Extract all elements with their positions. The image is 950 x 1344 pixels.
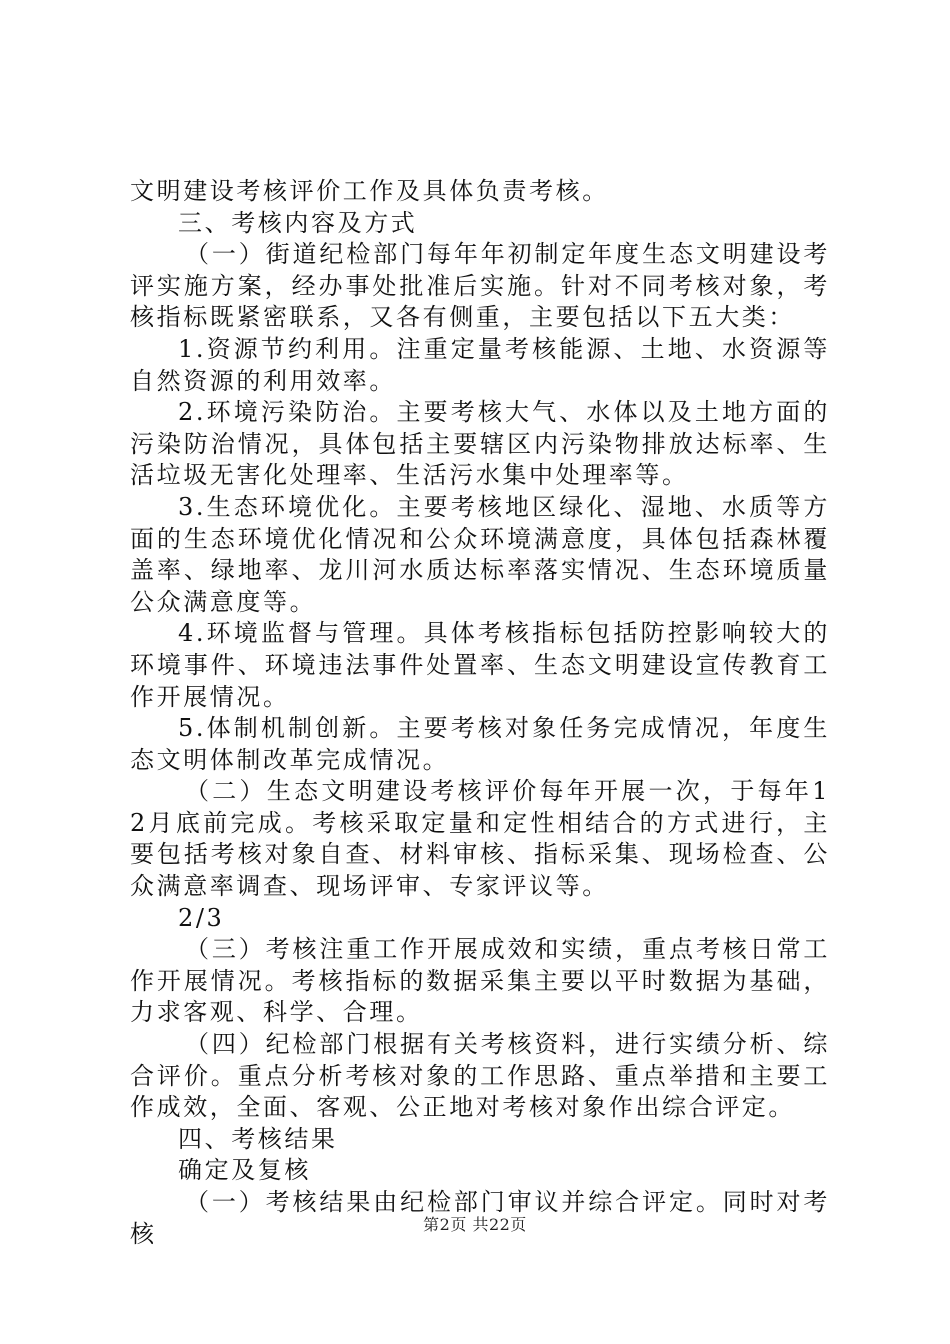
list-item-5: 5.体制机制创新。主要考核对象任务完成情况，年度生态文明体制改革完成情况。 xyxy=(130,714,830,774)
section-heading-4: 四、考核结果 xyxy=(178,1124,338,1153)
page-footer: 第2页 共22页 xyxy=(423,1215,527,1234)
paragraph-3-3: （三）考核注重工作开展成效和实绩，重点考核日常工作开展情况。考核指标的数据采集主要以平时数据为基础，力求客观、科学、合理。 xyxy=(130,935,830,1027)
paragraph-3-4: （四）纪检部门根据有关考核资料，进行实绩分析、综合评价。重点分析考核对象的工作思路、重点举措和主要工作成效，全面、客观、公正地对考核对象作出综合评定。 xyxy=(130,1030,830,1122)
section-heading-3: 三、考核内容及方式 xyxy=(178,208,418,237)
section-subheading: 确定及复核 xyxy=(178,1156,311,1185)
list-item-4: 4.环境监督与管理。具体考核指标包括防控影响较大的环境事件、环境违法事件处置率、生态文明建设宣传教育工作开展情况。 xyxy=(130,619,830,711)
list-item-1: 1.资源节约利用。注重定量考核能源、土地、水资源等自然资源的利用效率。 xyxy=(130,334,830,395)
list-item-2: 2.环境污染防治。主要考核大气、水体以及土地方面的污染防治情况，具体包括主要辖区内污染物排放达标率、生活垃圾无害化处理率、生活污水集中处理率等。 xyxy=(130,398,830,490)
paragraph-1: 文明建设考核评价工作及具体负责考核。 xyxy=(130,177,609,205)
list-item-3: 3.生态环境优化。主要考核地区绿化、湿地、水质等方面的生态环境优化情况和公众环境满意度，具体包括森林覆盖率、绿地率、龙川河水质达标率落实情况、生态环境质量公众满意度等。 xyxy=(130,492,830,616)
paragraph-4-1: （一）考核结果由纪检部门审议并综合评定。同时对考核 xyxy=(130,1188,830,1248)
document-body xyxy=(130,176,830,1250)
paragraph-3-1: （一）街道纪检部门每年年初制定年度生态文明建设考评实施方案，经办事处批准后实施。针对不同考核对象，考核指标既紧密联系，又各有侧重，主要包括以下五大类： xyxy=(130,240,830,332)
paragraph-3-2: （二）生态文明建设考核评价每年开展一次，于每年12月底前完成。考核采取定量和定性相结合的方式进行，主要包括考核对象自查、材料审核、指标采集、现场检查、公众满意率调查、现场评审、专家评议等。 xyxy=(130,777,830,901)
inline-page-marker: 2/3 xyxy=(178,903,225,932)
